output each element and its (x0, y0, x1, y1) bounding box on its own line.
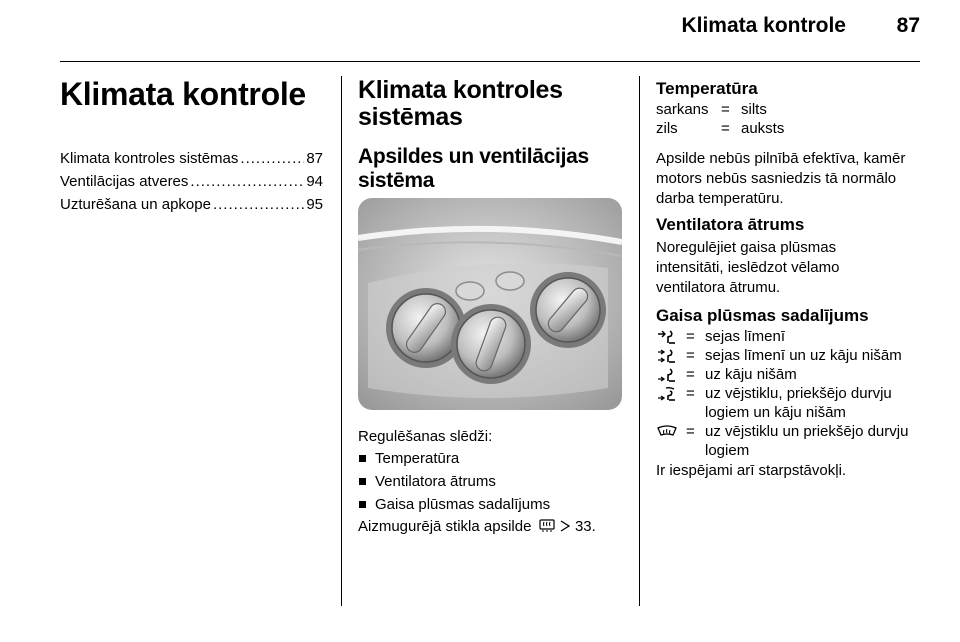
list-item: Ventilatora ātrums (358, 470, 628, 493)
rear-window-reference (358, 517, 596, 539)
toc-entry-label: Uzturēšana un apkope (60, 196, 211, 213)
definition-row (656, 346, 922, 365)
definition-row (656, 100, 784, 119)
air-distribution-note: Ir iespējami arī starpstāvokļi. (656, 462, 847, 479)
temperature-title: Temperatūra (656, 79, 758, 98)
toc-entry-page: 87 (306, 150, 323, 167)
definition-value: sejas līmenī un uz kāju nišām (705, 347, 902, 364)
toc-leader-dots (213, 196, 304, 213)
definition-value: uz vējstiklu, priekšējo durvju logiem un kāju nišām (705, 385, 892, 421)
bullet-square-icon (359, 478, 366, 485)
definition-row (656, 384, 922, 422)
toc-entry-label: Klimata kontroles sistēmas (60, 150, 239, 167)
definition-value: uz vējstiklu un priekšējo durvju logiem (705, 423, 909, 459)
toc-entry-label: Ventilācijas atveres (60, 173, 189, 190)
windscreen-defrost-icon (656, 422, 686, 441)
section-title: Klimata kontroles sistēmas (358, 76, 563, 131)
windscreen-foot-vent-icon (656, 384, 686, 403)
definition-value: auksts (741, 120, 785, 137)
definition-equals: = (686, 385, 695, 402)
air-distribution-definitions (656, 327, 922, 460)
foot-vent-icon (656, 365, 686, 384)
page-reference-arrow-icon (560, 518, 571, 538)
toc-entry-page: 95 (306, 196, 323, 213)
definition-equals: = (721, 101, 730, 118)
toc-leader-dots (240, 150, 304, 167)
subsection-title: Apsildes un ventilācijas sistēma (358, 145, 589, 192)
definition-row (656, 422, 922, 460)
rear-window-page: 33. (574, 518, 596, 535)
climate-control-knobs-photo (358, 198, 622, 410)
controls-list (358, 447, 628, 516)
definition-key: sarkans (656, 101, 709, 118)
column-divider-left (341, 76, 342, 606)
fan-speed-text: Noregulējiet gaisa plūsmas intensitāti, ieslēdzot vēlamo ventilatora ātrumu. (656, 239, 840, 296)
definition-equals: = (686, 423, 695, 440)
toc-entry-page: 94 (306, 173, 323, 190)
bullet-square-icon (359, 501, 366, 508)
definition-key: zils (656, 120, 678, 137)
toc-entry[interactable] (60, 196, 323, 219)
definition-value: sejas līmenī (705, 328, 786, 345)
page-number: 87 (896, 14, 920, 37)
definition-equals: = (686, 366, 695, 383)
list-item: Temperatūra (358, 447, 628, 470)
definition-row (656, 327, 922, 346)
fan-speed-title: Ventilatora ātrums (656, 215, 805, 234)
definition-equals: = (686, 328, 695, 345)
toc-leader-dots (190, 173, 304, 190)
chapter-title: Klimata kontrole (60, 76, 306, 112)
toc-entry[interactable] (60, 150, 323, 173)
definition-row (656, 119, 784, 138)
definition-row (656, 365, 922, 384)
controls-intro: Regulēšanas slēdži: (358, 428, 493, 445)
definition-value: silts (741, 101, 767, 118)
list-item: Gaisa plūsmas sadalījums (358, 493, 628, 516)
definition-equals: = (686, 347, 695, 364)
temperature-note: Apsilde nebūs pilnībā efektīva, kamēr motors nebūs sasniedzis tā normālo darba temperatūru. (656, 150, 906, 207)
face-foot-vent-icon (656, 346, 686, 365)
running-header-title: Klimata kontrole (681, 14, 846, 37)
bullet-square-icon (359, 455, 366, 462)
temperature-definitions (656, 100, 784, 138)
column-divider-right (639, 76, 640, 606)
definition-value: uz kāju nišām (705, 366, 797, 383)
air-distribution-title: Gaisa plūsmas sadalījums (656, 306, 869, 325)
rear-window-heating-icon (539, 519, 555, 539)
face-vent-icon (656, 327, 686, 346)
rear-window-text: Aizmugurējā stikla apsilde (358, 518, 532, 535)
header-rule (60, 61, 920, 62)
toc-entry[interactable] (60, 173, 323, 196)
definition-equals: = (721, 120, 730, 137)
table-of-contents (60, 150, 323, 219)
